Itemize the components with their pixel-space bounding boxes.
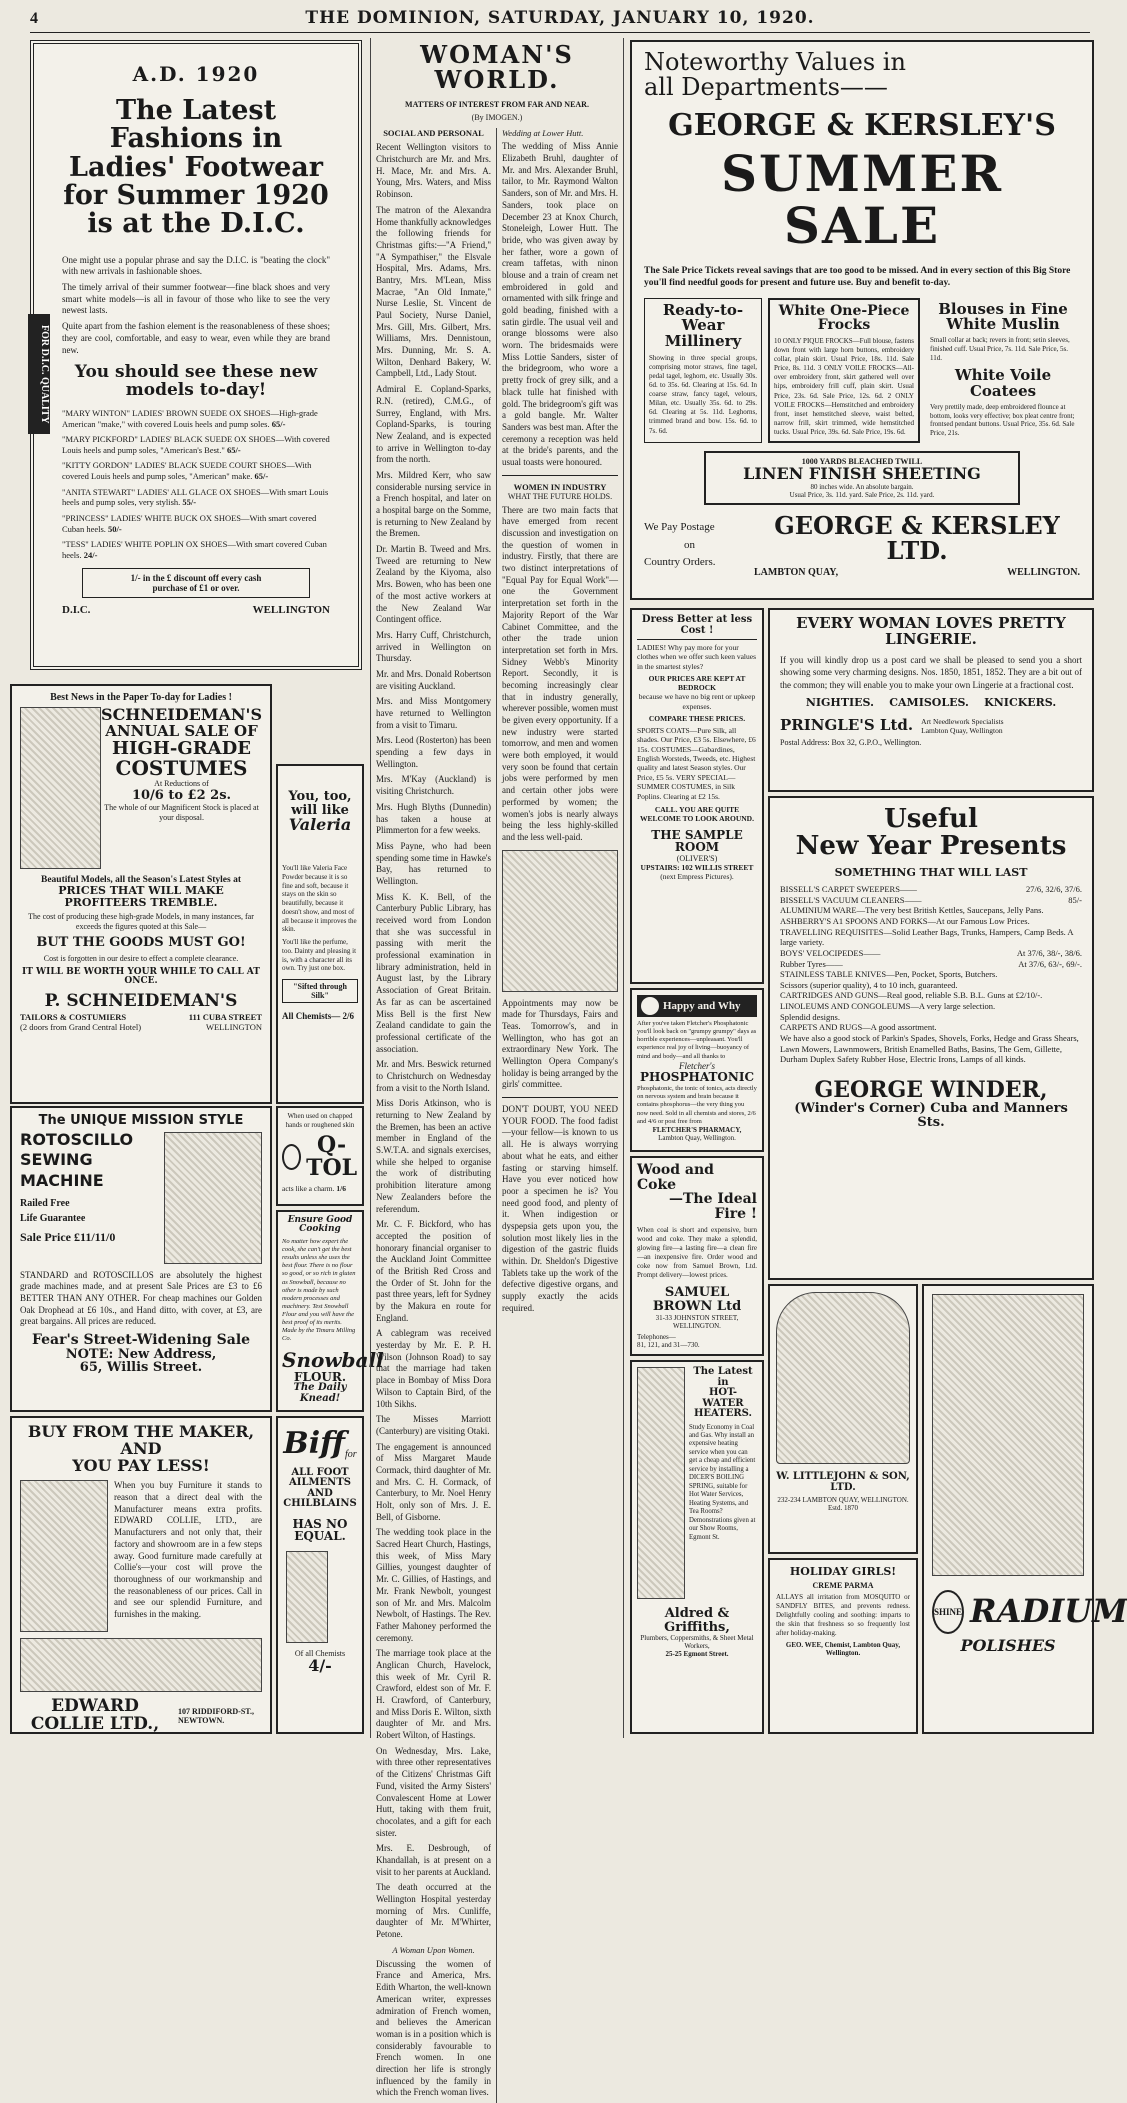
holiday-body: ALLAYS all irritation from MOSQUITO or SANDFLY BITES, and prevents redness. Delightfully cooling and soothing: imparts to the skin that freshness so so frequently lost after holiday-making.	[776, 1592, 910, 1637]
fletcher-happy: Happy and Why	[663, 1000, 741, 1012]
snowball-body: No matter how expert the cook, she can't get the best results unless she uses the best flour. There is no flour so good, or so rich in gluten as Snowball, because no other is made by such modern processes and machinery. Test Snowball Flour and you will have the best proof of its merits. Made by the Timaru Milling Co.	[282, 1237, 356, 1343]
sample-name: THE SAMPLE ROOM	[651, 827, 743, 855]
mission-headline: The UNIQUE MISSION STYLE	[38, 1113, 244, 1128]
schneideman-prices: PRICES THAT WILL MAKE PROFITEERS TREMBLE.	[58, 884, 224, 909]
brown-name: SAMUEL BROWN Ltd	[652, 1285, 742, 1314]
radium-shine: SHINE	[934, 1607, 963, 1617]
womans-world-column	[370, 38, 624, 2098]
radium-brand: RADIUM	[970, 1592, 1127, 1631]
aldred-body: Study Economy in Coal and Gas. Why install an expensive heating service when you can get a cheap and efficient service by installing a DICER'S BOILING SPRING, suitable for Hot Water Services, Heating Systems, and Tea Rooms? Demonstrations given at our Show Rooms, Egmont St.	[689, 1423, 756, 1541]
gk-headline-2: all Departments——	[644, 73, 888, 102]
list-item: STAINLESS TABLE KNIVES—Pen, Pocket, Sports, Butchers.	[780, 969, 998, 980]
pringle-name: PRINGLE'S Ltd.	[780, 715, 914, 734]
collie-headline-1: BUY FROM THE MAKER, AND	[27, 1422, 255, 1458]
george-winder-advert	[768, 796, 1094, 1280]
brown-address: 31-33 JOHNSTON STREET, WELLINGTON.	[655, 1313, 739, 1330]
list-item: Splendid designs.	[780, 1011, 840, 1022]
sample-oliver: (OLIVER'S)	[676, 854, 718, 864]
brown-telephones: Telephones—	[637, 1332, 676, 1341]
list-item: "MARY PICKFORD" LADIES' BLACK SUEDE OX SHOES—With covered Louis heels and pump soles, "American's Best." 65/-	[62, 434, 330, 455]
list-item: Mrs. E. Desbrough, of Khandallah, is at present on a visit to her parents at Auckland.	[376, 1843, 491, 1877]
list-item: A cablegram was received yesterday by Mr. E. P. H. Wilson (Johnson Road) to say that the marriage had taken place in Bombay of Miss Dora Wilson to Captain Bird, of the 10th Sikhs.	[376, 1328, 491, 1409]
women-industry-heading: WOMEN IN INDUSTRY	[513, 481, 607, 492]
gk-sheeting-3: 80 inches wide. An absolute bargain.	[810, 482, 914, 491]
brown-headline-1: Wood and Coke	[637, 1162, 714, 1193]
list-item: Mrs. M'Kay (Auckland) is visiting Christchurch.	[376, 774, 491, 797]
qtol-top: When used on chapped hands or roughened skin	[285, 1112, 355, 1129]
george-kersley-advert	[630, 40, 1094, 600]
fashion-illustration	[502, 850, 618, 992]
schneideman-name-4: COSTUMES	[115, 756, 248, 781]
collie-name: EDWARD COLLIE LTD.,	[30, 1696, 160, 1735]
schneideman-worth: IT WILL BE WORTH YOUR WHILE TO CALL AT ONCE.	[21, 966, 260, 987]
social-personal-heading: SOCIAL AND PERSONAL	[383, 128, 484, 139]
list-item: Miss Payne, who had been spending some time in Hawke's Bay, has returned to Wellington.	[376, 840, 491, 886]
snowball-title: Ensure Good Cooking	[287, 1215, 353, 1235]
mission-brand: ROTOSCILLO	[20, 1129, 134, 1149]
mission-sewing: SEWING	[20, 1150, 93, 1170]
littlejohn-advert	[768, 1284, 918, 1554]
list-item: LINOLEUMS AND CONGOLEUMS—A very large selection.	[780, 1001, 996, 1012]
shopper-illustration	[20, 707, 101, 869]
valeria-advert	[276, 764, 364, 1104]
holiday-chemist: GEO. WEE, Chemist, Lambton Quay, Wellington.	[785, 1641, 901, 1658]
list-item: On Wednesday, Mrs. Lake, with three other representatives of the Citizens' Christmas Gift Fund, visited the Army Sisters' Convalescent Home at Lower Hutt, taking with them fruit, chocolates, and a gift for each sister.	[376, 1745, 491, 1838]
gk-postage-1: We Pay Postage	[644, 521, 715, 534]
valeria-price: 2/6	[342, 1011, 355, 1022]
sample-call: CALL. YOU ARE QUITE WELCOME TO LOOK AROUND.	[640, 804, 754, 823]
aldred-headline-3: HEATERS.	[693, 1408, 752, 1419]
biff-line-1: ALL FOOT AILMENTS	[289, 1466, 351, 1488]
list-item: The Misses Marriott (Canterbury) are visiting Otaki.	[376, 1414, 491, 1436]
list-item: The engagement is announced of Miss Margaret Maude Cormack, third daughter of Mr. and Mrs. C. H. Cormack, of Canterbury, to Mr. Noel Henry Holt, only son of Mrs. J. E. Bell, of Gisborne.	[376, 1441, 491, 1522]
page-number: 4	[30, 10, 38, 27]
radium-illustration	[932, 1294, 1084, 1576]
sample-body: LADIES! Why pay more for your clothes when we offer such keen values in the smartest styles?	[637, 643, 756, 671]
schneideman-must-go: BUT THE GOODS MUST GO!	[36, 935, 246, 951]
jewellery-illustration	[776, 1292, 910, 1464]
sample-because: because we have no big rent or upkeep expenses.	[638, 692, 756, 711]
valeria-sifted: "Sifted through Silk"	[282, 979, 358, 1003]
biff-brand: Biff	[283, 1426, 345, 1461]
list-item: Rubber Tyres—— At 37/6, 63/-, 69/-.	[780, 958, 1082, 969]
dic-subhead: You should see these new models to-day!	[74, 362, 318, 401]
gk-millinery-body: Showing in three special groups, comprising motor straws, fine tagel, pedal tagel, leghorn, etc. Usually 30s. 6d. to 35s. 6d. Clearing at 15s. 6d. In coarse straw, fancy tagel, velours, Milan, etc. Usually 35s. 6d. to 29s. 6d. Clearing at 5s. 11d. Leghorns, trimmed brand and bow. 15s. 6d. to 7s. 6d.	[649, 353, 757, 435]
collie-body: When you buy Furniture it stands to reason that a direct deal with the Manufacturer means extra profits. EDWARD COLLIE, LTD., are Manufacturers and not only that, their factory and showroom are in a few steps away. Good furniture made carefully at Collie's—your cost will prove the thoroughness of our workmanship and the reasonableness of our prices. Call in and see our splendid Furniture, and furnishes in the making.	[114, 1480, 262, 1619]
list-item: CARTRIDGES AND GUNS—Real good, reliable S.B. B.L. Guns at £2/10/-.	[780, 990, 1043, 1001]
masthead	[30, 10, 1090, 32]
mission-sale-price: Sale Price £11/11/0	[20, 1230, 116, 1245]
fletcher-detail: Phosphatonic, the tonic of tonics, acts directly on nervous system and brain because it contains phosphorus—the very thing you now need. Sold in all chemists and stores, 2/6 and 4/6 or post free from	[637, 1085, 757, 1125]
gk-blouses-title-1: Blouses in Fine	[938, 299, 1068, 318]
valeria-headline-1: You, too,	[288, 789, 352, 804]
holiday-headline: HOLIDAY GIRLS!	[789, 1565, 897, 1578]
samuel-brown-advert	[630, 1156, 764, 1356]
gk-postage-3: Country Orders.	[644, 556, 716, 569]
qtol-tagline: acts like a charm.	[282, 1183, 335, 1193]
dic-quality-badge: FOR D.I.C. QUALITY	[28, 314, 50, 434]
list-item: The death occurred at the Wellington Hospital yesterday morning of Mrs. Cunliffe, daughter of Mr. M'Whirter, Petone.	[376, 1882, 491, 1940]
gk-company-name: GEORGE & KERSLEY LTD.	[774, 510, 1060, 565]
list-item: ALUMINIUM WARE—The very best British Kettles, Saucepans, Jelly Pans.	[780, 905, 1044, 916]
brown-headline-2: —The Ideal Fire !	[668, 1191, 757, 1223]
sample-our-prices: OUR PRICES ARE KEPT AT BEDROCK	[648, 674, 746, 693]
collie-advert	[10, 1416, 272, 1734]
list-item: The matron of the Alexandra Home thankfully acknowledges the following friends for Christmas gifts:—"A Friend," "A Sympathiser," the Elsvale Hospital, Mrs. Adams, Mrs. Bantry, Mrs. M'Lean, Miss Macrae, "An Old Inmate," Nurse Leslie, St. Vincent de Paul Society, Nurse Daniel, Mrs. Gill, Mrs. Gilbert, Mrs. Williams, Mrs. Dennistoun, Mrs. Dunning, Mr. S. A. Wilton, Denhard Bakery, W. Campbell, Ltd., Lady Stout.	[376, 204, 491, 379]
schneideman-name-3: HIGH-GRADE	[112, 737, 251, 759]
pringle-headline-2: LINGERIE.	[885, 629, 977, 648]
foot-illustration	[286, 1551, 328, 1643]
schneideman-reductions: At Reductions of	[154, 779, 209, 789]
list-item: Miss K. K. Bell, of the Canterbury Public Library, has received word from London that she was successful in passing with merit the professional examination in library administration, held in August last, by the Library Association of Great Britain. As far as can be ascertained Miss Bell is the first New Zealand candidate to gain the professional certificate of the association.	[376, 891, 491, 1054]
sample-room-advert	[630, 608, 764, 984]
list-item: Mrs. Harry Cuff, Christchurch, arrived in Wellington on Thursday.	[376, 629, 491, 664]
list-item: Mrs. and Miss Montgomery have returned to Wellington from a visit to Timaru.	[376, 696, 491, 730]
schneideman-name: P. SCHNEIDEMAN'S	[44, 990, 238, 1011]
women-industry-body-2: Appointments may now be made for Thursdays, Fairs and Teas. Tomorrow's, and in Wellington, who has got an extraordinary New York. The Wellington Opera Company's holiday is being arranged by the girls' committee.	[502, 997, 618, 1090]
gk-sheeting-box	[704, 451, 1020, 505]
womans-world-title: WOMAN'S WORLD.	[420, 40, 574, 95]
gk-frocks-box	[768, 298, 920, 443]
fear-note: NOTE: New Address,	[65, 1346, 217, 1362]
aldred-name: Aldred & Griffiths,	[664, 1606, 730, 1635]
dic-intro-2: The timely arrival of their summer footwear—fine black shoes and very smart white models—is all in favour of those who like to see the very newest lasts.	[62, 282, 330, 316]
gk-sheeting-2: LINEN FINISH SHEETING	[743, 463, 981, 483]
valeria-body: You'll like Valeria Face Powder because it is so fine and soft, because it stays on the skin so beautifully, because it doesn't show, and most of all because it improves the skin.	[282, 864, 357, 934]
masthead-rule	[30, 32, 1090, 34]
schneideman-name-2: ANNUAL SALE OF	[105, 721, 258, 740]
women-industry-body: There are two main facts that have emerged from recent discussion and investigation on the question of women in industry. Firstly, that there are two distinct interpretations of "Equal Pay for Equal Work"—one the Government interpretation set forth in the Majority Report of the War Cabinet Committee, and the other the trade union interpretation set forth in Mrs. Sidney Webb's Minority Report. Secondly, it is becoming increasingly clear that in industry generally, wherever possible, women must be given every opportunity. If a new industry were started tomorrow, and men and women were both employed, it would very soon be found that certain jobs were performed by men and certain other jobs were performed by women; the women's jobs is nearly always being the less highly-skilled and the less well-paid.	[502, 504, 618, 842]
schneideman-models: Beautiful Models, all the Season's Latest Styles at	[40, 875, 242, 885]
gk-frocks-title-1: White One-Piece	[778, 302, 910, 319]
womans-world-subtitle: MATTERS OF INTEREST FROM FAR AND NEAR.	[405, 100, 589, 110]
radium-polishes: POLISHES	[960, 1636, 1056, 1655]
valeria-headline-3: Valeria	[288, 815, 352, 835]
gk-city: WELLINGTON.	[1007, 567, 1080, 579]
sample-items: SPORTS COATS—Pure Silk, all shades. Our Price, £3 5s. Elsewhere, £6 15s. COSTUMES—Gabardines, English Worsteds, Tweeds, etc. Highest quality and latest Season styles. Our Price, £5 5s. VERY SPECIAL—SUMMER COSTUMES, in Silk Poplins. Clearing at £2 15s.	[637, 725, 756, 801]
biff-price: 4/-	[308, 1655, 332, 1675]
fletcher-brand-1: Fletcher's	[679, 1060, 715, 1071]
list-item: Mrs. Hugh Blyths (Dunnedin) has taken a house at Plimmerton for a few weeks.	[376, 801, 491, 836]
snowball-advert	[276, 1210, 384, 1412]
mission-guarantee: Life Guarantee	[20, 1213, 86, 1225]
brown-telephone-numbers: 81, 121, and 31—730.	[637, 1340, 700, 1349]
fletcher-advert	[630, 988, 764, 1152]
winder-item-list	[780, 884, 1082, 1065]
list-item: BISSELL'S VACUUM CLEANERS—— 85/-	[780, 894, 1082, 905]
wedding-body: The wedding of Miss Annie Elizabeth Bruhl, daughter of Mr. and Mrs. Alexander Bruhl, tailor, to Mr. Raymond Walton Sanders, son of Mr. and Mrs. H. Sanders, took place on December 23 at Knox Church, Stoneleigh, Lower Hutt. The bride, who was given away by her father, wore a gown of cream taffetas, with ninon blouse and a train of cream net embroidered in gold and ornamented with silk fringe and gold beading, finished with a satin girdle. The usual veil and orange blossoms were also worn. The bridesmaids were Miss Lottie Sanders, sister of the bridegroom, who wore a pretty frock of grey silk, and a black tulle hat finished with gold. The bridegroom's gift was a gold bangle. Mr. Walter Sanders was best man. After the ceremony a reception was held at the bride's parents, and the usual toasts were honoured.	[502, 141, 618, 467]
gk-sheeting-1: 1000 YARDS BLEACHED TWILL	[801, 456, 923, 466]
list-item: BISSELL'S CARPET SWEEPERS—— 27/6, 32/6, 37/6.	[780, 884, 1082, 895]
fletcher-brand-2: PHOSPHATONIC	[639, 1069, 754, 1084]
gk-sheeting-4: Usual Price, 3s. 11d. yard. Sale Price, 2s. 11d. yard.	[789, 490, 935, 499]
list-item: ASHBERRY'S A1 SPOONS AND FORKS—At our Famous Low Prices.	[780, 916, 1030, 927]
gk-address: LAMBTON QUAY,	[754, 567, 839, 579]
woman-upon-women-body: Discussing the women of France and America, Mrs. Edith Wharton, the well-known American writer, expresses admiration of French women, and believes the American woman is in a position which is considerably favourable to French women. In one direction her life is strongly influenced by the family in which the French woman lives.	[376, 1958, 491, 2098]
pringle-sub-1: Art Needlework Specialists	[921, 716, 1004, 726]
sewing-machine-advert	[10, 1106, 272, 1412]
snowball-flour: FLOUR.	[293, 1369, 347, 1384]
gk-frocks-body: 10 ONLY PIQUE FROCKS—Full blouse, fastens down front with large horn buttons, embroidery collar, plain skirt. Usual Price, 18s. 11d. Sale Price, 8s. 11d. 3 ONLY VOILE FROCKS—All-over embroidery front, skirt gathered well over hips, embroidery frill cuff, plain skirt. Usual Price, 23s. 6d. Sale Price, 12s. 6d. 2 ONLY VOILE FROCKS—Hemstitched and embroidery front, inset hemstitched sleeve, waist belted, narrow frill, skirt trimmed, wide hemstitched tucks. Usual Price, 39s. 6d. Sale Price, 19s. 6d.	[774, 336, 914, 436]
gk-millinery-box	[644, 298, 762, 443]
mission-railed: Railed Free	[20, 1198, 70, 1210]
dic-footer-city: WELLINGTON	[252, 604, 330, 617]
pringle-headline-1: EVERY WOMAN LOVES PRETTY	[796, 614, 1066, 632]
list-item: "ANITA STEWART" LADIES' ALL GLACE OX SHOES—With smart Louis heels and pump soles, very stylish. 55/-	[62, 486, 329, 508]
list-item: Mr. and Mrs. Beswick returned to Christchurch on Wednesday from a visit to the North Island.	[376, 1059, 491, 1093]
list-item: BOYS' VELOCIPEDES—— At 37/6, 38/-, 38/6.	[780, 947, 1082, 958]
dic-year: A.D. 1920	[132, 62, 260, 86]
aldred-address: 25-25 Egmont Street.	[665, 1650, 729, 1659]
biff-line-4: EQUAL.	[294, 1529, 346, 1544]
dic-discount-line-2: purchase of £1 or over.	[152, 583, 240, 594]
list-item: Mr. C. F. Bickford, who has accepted the position of honorary financial organiser to the Auckland Joint Committee of the British Red Cross and the Order of St. John for the past three years, left for Sydney by the Makura en route for England.	[376, 1219, 491, 1323]
gk-blouses-title-2: White Muslin	[946, 315, 1060, 334]
aldred-trade: Plumbers, Coppersmiths, & Sheet Metal Workers,	[640, 1634, 754, 1651]
masthead-title: THE DOMINION, SATURDAY, JANUARY 10, 1920.	[305, 8, 815, 28]
pringle-postal: Postal Address: Box 32, G.P.O., Wellington.	[780, 737, 922, 747]
list-item: The marriage took place at the Anglican Church, Havelock, this week of Mr. Cyril R. Crawford, eldest son of Mr. F. H. Crawford, of Canterbury, and Miss Doris E. Wilton, sixth daughter of Mr. and Mrs. Robert Wilton, of Hastings.	[376, 1648, 491, 1741]
list-item: Mrs. Mildred Kerr, who saw considerable nursing service in a French hospital, and later on a hospital barge on the Somme, is returning to New Zealand by the Bremen.	[376, 469, 491, 539]
schneideman-stock: The whole of our Magnificent Stock is placed at your disposal.	[104, 803, 259, 823]
qtol-advert	[276, 1106, 364, 1206]
schneideman-trade: TAILORS & COSTUMIERS	[20, 1012, 127, 1023]
mission-body: STANDARD and ROTOSCILLOS are absolutely the highest grade machines made, and at present Sale Prices are £3 to £6 BETTER THAN ANY OTHER. For cheap machines our Golden Oak Drophead at £6 10s., and Hand ditto, with cover, at £3, are great bargains. All prices are reduced.	[20, 1269, 262, 1327]
sideboard-illustration	[20, 1638, 262, 1692]
brown-body: When coal is short and expensive, burn wood and coke. They make a splendid, glowing fire—a lasting fire—a clean fire—an inexpensive fire. Order wood and coke now from Samuel Brown, Ltd. Prompt delivery—lowest prices.	[637, 1225, 757, 1280]
littlejohn-name: W. LITTLEJOHN & SON, LTD.	[776, 1471, 910, 1493]
qtol-brand: Q-TOL	[306, 1131, 358, 1181]
gk-millinery-title-1: Ready-to-Wear	[662, 300, 744, 335]
snowball-brand: Snowball	[282, 1347, 384, 1372]
list-item: The wedding took place in the Sacred Heart Church, Hastings, this week, of Miss Mary Gillies, youngest daughter of Mr. C. Gillies, of Hastings, and Mr. Frank Newbolt, youngest son of Mr. and Mrs. Malcolm Newbolt, of Hastings. The Rev. Father Mahoney performed the ceremony.	[376, 1527, 491, 1643]
dic-intro-1: One might use a popular phrase and say the D.I.C. is "beating the clock" with new arrivals in fashionable shoes.	[62, 254, 330, 277]
biff-advert	[276, 1416, 364, 1734]
fear-address: 65, Willis Street.	[79, 1360, 203, 1376]
list-item: "TESS" LADIES' WHITE POPLIN OX SHOES—With smart covered Cuban heels. 24/-	[62, 539, 327, 560]
pringle-advert	[768, 608, 1094, 792]
fletcher-pharmacy: FLETCHER'S PHARMACY,	[652, 1125, 742, 1134]
gk-summer-sale: SUMMER SALE	[720, 143, 1004, 256]
sample-compare: COMPARE THESE PRICES.	[648, 713, 746, 723]
dic-footer-name: D.I.C.	[62, 604, 91, 617]
qtol-tin-icon	[282, 1144, 301, 1170]
gk-headline-1: Noteworthy Values in	[644, 48, 906, 76]
furniture-illustration	[20, 1480, 108, 1632]
womans-world-byline: (By IMOGEN.)	[471, 113, 523, 123]
gk-coatees-title-1: White Voile	[954, 366, 1052, 385]
snowball-tagline: The Daily Knead!	[293, 1382, 347, 1404]
gk-coatees-body: Very prettily made, deep embroidered flounce at bottom, looks very effective; box pleat centre front; frontsed pendant buttons. Usual Price, 35s. 6d. Sale Price, 21s.	[930, 402, 1075, 438]
dic-items	[62, 408, 330, 561]
face-icon	[641, 997, 659, 1015]
valeria-headline-2: will like	[291, 802, 349, 818]
list-item: Dr. Martin B. Tweed and Mrs. Tweed are returning to New Zealand by the Kiyoma, also Mrs. Bowen, who has been one of the most active workers at the New Zealand War Contingent office.	[376, 544, 491, 625]
schneideman-address: 111 CUBA STREET	[188, 1012, 262, 1023]
schneideman-city: WELLINGTON	[205, 1022, 262, 1033]
list-item: Recent Wellington visitors to Christchurch are Mr. and Mrs. H. Mace, Mr. and Mrs. A. Young, Mrs. Waters, and Miss Robinson.	[376, 142, 491, 200]
dic-discount-box	[82, 568, 310, 598]
list-item: "MARY WINTON" LADIES' BROWN SUEDE OX SHOES—High-grade American "make," with covered Louis heels and pump soles. 65/-	[62, 407, 318, 429]
gk-blouses-box	[926, 298, 1080, 443]
list-item: We have also a good stock of Parkin's Spades, Shovels, Forks, Hedge and Grass Shears, Lawn Mowers, Lawnmowers, British Enamelled Baths, Basins, The Gem, Gillette, Durham Duplex Safety Rubber Hose, Electric Irons, Lamps of all kinds.	[780, 1032, 1079, 1065]
gk-intro: The Sale Price Tickets reveal savings that are too good to be missed. And in every section of this Big Store you'll find needful goods for present and future use. Buy and benefit to-day.	[644, 265, 1071, 289]
pringle-sub-2: Lambton Quay, Wellington	[921, 725, 1003, 735]
women-industry-subheading: WHAT THE FUTURE HOLDS.	[507, 491, 613, 501]
schneideman-range: 10/6 to £2 2s.	[131, 788, 232, 804]
sample-next: (next Empress Pictures).	[660, 872, 734, 882]
list-item: Mrs. Leod (Rosterton) has been spending a few days in Wellington.	[376, 735, 491, 769]
winder-headline-2: New Year Presents	[795, 831, 1067, 862]
dic-headline: The Latest Fashions in Ladies' Footwear for Summer 1920 is at the D.I.C.	[63, 95, 329, 240]
schneideman-name-1: SCHNEIDEMAN'S	[101, 705, 262, 724]
shine-badge	[932, 1590, 964, 1634]
list-item: "KITTY GORDON" LADIES' BLACK SUEDE COURT SHOES—With covered Louis heels and pump soles, "American" make. 65/-	[62, 460, 312, 482]
radium-advert	[922, 1284, 1127, 1734]
list-item: Mr. and Mrs. Donald Robertson are visiting Auckland.	[376, 668, 491, 691]
section-divider	[502, 475, 618, 476]
holiday-product: CREME PARMA	[812, 1580, 874, 1590]
list-item: Miss Doris Atkinson, who is returning to New Zealand by the Bremen, has been an active member in England of the S.W.T.A. and signals exercises, while she helped to organise the work of distributing prohibition literature among New Zealanders before the referendum.	[376, 1098, 491, 1214]
littlejohn-address: 232-234 LAMBTON QUAY, WELLINGTON.	[777, 1496, 909, 1504]
aldred-griffiths-advert	[630, 1360, 764, 1734]
food-article-body: DON'T DOUBT, YOU NEED YOUR FOOD. The food fadist—your fellow—is known to us all. He is always worrying about what he eats, and either fasting or starving himself. Have you ever noticed how poor a specimen he is? You need good food, and plenty of it. When indigestion or dyspepsia gets upon you, the solution most likely lies in the digestion of the gastric fluids within. Dr. Sheldon's Digestive Tablets take up the work of the defective digestive organs, and supply exactly the acids required.	[502, 1104, 618, 1313]
littlejohn-established: Estd. 1870	[828, 1504, 858, 1512]
list-item: Admiral E. Copland-Sparks, R.N. (retired), C.M.G., of Surrey, England, with Mrs. Copland-Sparks, is touring New Zealand, and is expected to arrive in Wellington to-day from the north.	[376, 384, 491, 465]
pringle-body: If you will kindly drop us a post card we shall be pleased to send you a short showing some very charming designs. Nos. 1850, 1851, 1852. They are a bit out of the common; they will enable you to make your own Lingerie at a fractional cost.	[780, 654, 1082, 690]
winder-name: GEORGE WINDER,	[814, 1076, 1048, 1103]
gk-frocks-title-2: Frocks	[817, 317, 871, 334]
section-divider	[502, 1097, 618, 1098]
schneideman-advert	[10, 684, 272, 1104]
schneideman-forgot: Cost is forgotten in our desire to effect a complete clearance.	[43, 953, 239, 963]
fletcher-address: Lambton Quay, Wellington.	[658, 1133, 736, 1142]
schneideman-top: Best News in the Paper To-day for Ladies !	[50, 692, 232, 703]
biff-line-2: AND CHILBLAINS	[283, 1487, 357, 1509]
valeria-chemists: All Chemists—	[282, 1011, 341, 1022]
winder-corner: (Winder's Corner) Cuba and Manners Sts.	[794, 1100, 1068, 1130]
gk-postage-2: on	[684, 538, 695, 551]
biff-line-3: HAS NO	[292, 1516, 348, 1531]
social-paragraphs	[376, 142, 491, 1940]
valeria-body-2: You'll like the perfume, too. Dainty and pleasing it is, with a character all its own. Try just one box.	[282, 938, 357, 973]
wedding-heading: Wedding at Lower Hutt.	[502, 128, 584, 139]
schneideman-near: (2 doors from Grand Central Hotel)	[20, 1022, 142, 1033]
sample-headline: Dress Better at less Cost !	[637, 615, 757, 640]
winder-subhead: SOMETHING THAT WILL LAST	[834, 865, 1028, 879]
mission-machine: MACHINE	[20, 1171, 104, 1191]
fear-sale-headline: Fear's Street-Widening Sale	[31, 1332, 251, 1349]
collie-address: 107 RIDDIFORD-ST., NEWTOWN.	[177, 1707, 255, 1726]
list-item: "PRINCESS" LADIES' WHITE BUCK OX SHOES—With smart covered Cuban heels. 50/-	[62, 512, 317, 534]
gk-millinery-title-2: Millinery	[664, 332, 742, 351]
fletcher-body: After you've taken Fletcher's Phosphatonic you'll look back on "grumpy grumpy" days as horrible experiences—unpleasant. You'll experience real joy of living—buoyancy of mind and body—and all thanks to	[637, 1020, 757, 1060]
biff-for: for	[344, 1448, 357, 1460]
list-item: CARPETS AND RUGS—A good assortment.	[780, 1022, 937, 1033]
winder-headline-1: Useful	[884, 804, 978, 834]
dic-intro-3: Quite apart from the fashion element is the reasonableness of these shoes; they are cool, comfortable, and easy to wear, even while they are brand new.	[62, 321, 330, 355]
biff-chemists: Of all Chemists	[294, 1648, 346, 1658]
aldred-headline-1: The Latest in	[693, 1366, 753, 1388]
aldred-headline-2: HOT-WATER	[702, 1387, 744, 1409]
woman-upon-women-heading: A Woman Upon Women.	[392, 1944, 475, 1955]
holiday-advert	[768, 1558, 918, 1734]
list-item: Scissors (superior quality), 4 to 10 inch, guaranteed.	[780, 979, 958, 990]
gk-name: GEORGE & KERSLEY'S	[668, 108, 1056, 144]
gk-coatees-title-2: Coatees	[969, 382, 1037, 401]
collie-headline-2: YOU PAY LESS!	[72, 1455, 210, 1475]
dic-advert	[30, 40, 362, 670]
qtol-price: 1/6	[336, 1183, 346, 1193]
schneideman-cost: The cost of producing these high-grade Models, in many instances, far exceeds the figures quoted at this Sale—	[28, 912, 254, 932]
sample-address: UPSTAIRS: 102 WILLIS STREET	[640, 863, 754, 873]
pringle-items: NIGHTIES. CAMISOLES. KNICKERS.	[805, 696, 1057, 710]
boiler-illustration	[637, 1367, 685, 1599]
gk-blouses-body: Small collar at back; revers in front; setin sleeves, finished cuff. Usual Price, 7s. 11d. Sale Price, 5s. 11d.	[930, 336, 1070, 362]
sewing-machine-illustration	[164, 1132, 262, 1264]
list-item: TRAVELLING REQUISITES—Solid Leather Bags, Trunks, Hampers, Camp Beds. A large variety.	[780, 926, 1074, 948]
dic-discount-line-1: 1/- in the £ discount off every cash	[130, 573, 262, 584]
